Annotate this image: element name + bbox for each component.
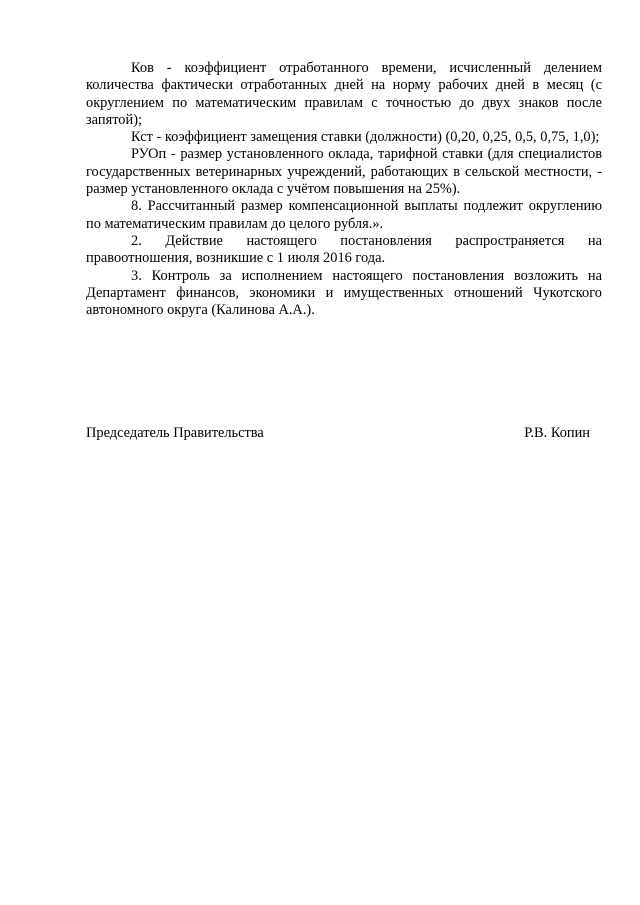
- paragraph-item-8: 8. Рассчитанный размер компенсационной выплаты подлежит округлению по математическим правилам до целого рубля.».: [86, 198, 602, 232]
- paragraph-kov-definition: Ков - коэффициент отработанного времени, исчисленный делением количества фактически отработанных дней на норму рабочих дней в месяц (с округлением по математическим правилам с точностью до двух знаков после запятой);: [86, 60, 602, 128]
- paragraph-item-2: 2. Действие настоящего постановления распространяется на правоотношения, возникшие с 1 июля 2016 года.: [86, 232, 602, 267]
- paragraph-ruop-definition: РУОп - размер установленного оклада, тарифной ставки (для специалистов государственных ветеринарных учреждений, работающих в сельской местности, - размер установленного оклада с учётом повышения на 25%).: [86, 146, 602, 198]
- paragraph-kst-definition: Кст - коэффициент замещения ставки (должности) (0,20, 0,25, 0,5, 0,75, 1,0);: [131, 129, 600, 146]
- signatory-name: Р.В. Копин: [524, 425, 590, 441]
- document-body: [86, 60, 602, 319]
- paragraph-item-3: 3. Контроль за исполнением настоящего постановления возложить на Департамент финансов, экономики и имущественных отношений Чукотского автономного округа (Калинова А.А.).: [86, 267, 602, 319]
- signature-block: [86, 425, 590, 442]
- signatory-position: Председатель Правительства: [86, 425, 264, 441]
